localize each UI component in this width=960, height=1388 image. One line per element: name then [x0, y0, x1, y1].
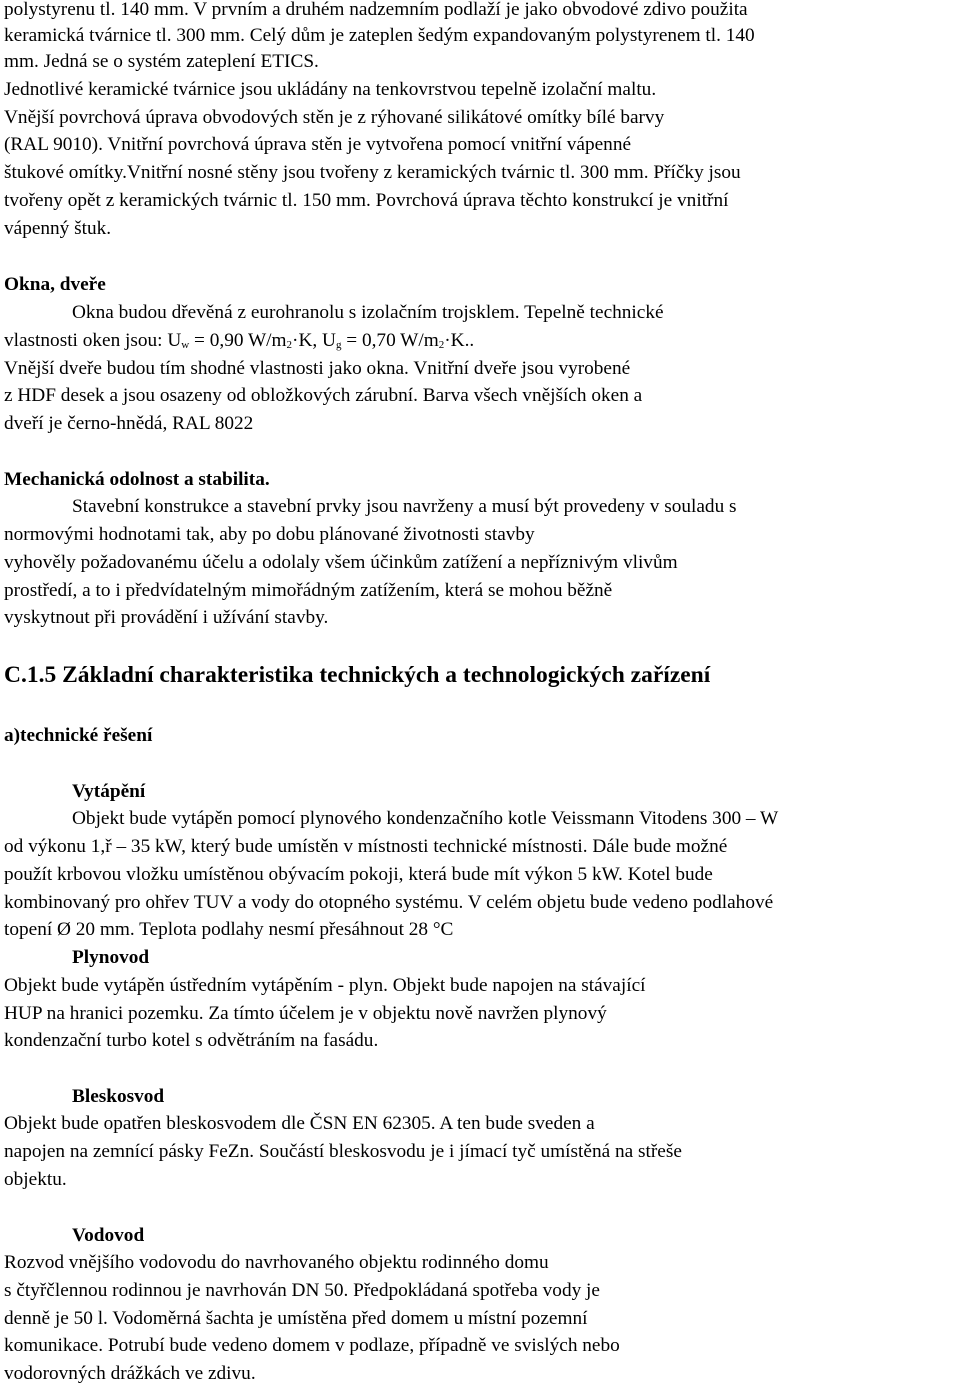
- text-line: dveří je černo-hnědá, RAL 8022: [4, 413, 254, 434]
- text-line: napojen na zemnící pásky FeZn. Součástí bleskosvodu je i jímací tyč umístěná na střeše: [4, 1141, 682, 1162]
- text-fragment: ·K, U: [292, 330, 336, 351]
- chapter-heading: C.1.5 Základní charakteristika technických a technologických zařízení: [4, 662, 711, 688]
- text-line: kondenzační turbo kotel s odvětráním na fasádu.: [4, 1030, 379, 1051]
- text-line: Okna budou dřevěná z eurohranolu s izolačním trojsklem. Tepelně technické: [72, 302, 664, 323]
- text-fragment: vlastnosti oken jsou: U: [4, 330, 182, 351]
- text-line: tvořeny opět z keramických tvárnic tl. 150 mm. Povrchová úprava těchto konstrukcí je vnitřní: [4, 190, 729, 211]
- text-line: prostředí, a to i předvídatelným mimořádným zatížením, která se mohou běžně: [4, 580, 613, 601]
- text-line: Rozvod vnějšího vodovodu do navrhovaného objektu rodinného domu: [4, 1252, 549, 1273]
- text-fragment: ·K..: [444, 330, 475, 351]
- text-line: komunikace. Potrubí bude vedeno domem v podlaze, případně ve svislých nebo: [4, 1335, 620, 1356]
- text-line: polystyrenu tl. 140 mm. V prvním a druhém nadzemním podlaží je jako obvodové zdivo použita: [4, 0, 748, 20]
- text-line: Vnější dveře budou tím shodné vlastnosti jako okna. Vnitřní dveře jsou vyrobené: [4, 358, 631, 379]
- text-line: Objekt bude vytápěn pomocí plynového kondenzačního kotle Veissmann Vitodens 300 – W: [72, 808, 779, 829]
- text-line: mm. Jedná se o systém zateplení ETICS.: [4, 51, 319, 72]
- text-line: z HDF desek a jsou osazeny od obložkových zárubní. Barva všech vnějších oken a: [4, 385, 643, 406]
- text-line: použít krbovou vložku umístěnou obývacím pokoji, která bude mít výkon 5 kW. Kotel bude: [4, 864, 713, 885]
- text-line: Stavební konstrukce a stavební prvky jsou navrženy a musí být provedeny v souladu s: [72, 496, 737, 517]
- text-line: vodorovných drážkách ve zdivu.: [4, 1363, 256, 1384]
- section-heading-vytapeni: Vytápění: [72, 781, 146, 802]
- text-line: vápenný štuk.: [4, 218, 112, 239]
- section-heading-okna: Okna, dveře: [4, 274, 106, 295]
- text-line: Vnější povrchová úprava obvodových stěn je z rýhované silikátové omítky bílé barvy: [4, 107, 665, 128]
- superscript: 2: [438, 339, 445, 351]
- text-line: kombinovaný pro ohřev TUV a vody do otopného systému. V celém objetu bude vedeno podlahové: [4, 892, 774, 913]
- text-line: (RAL 9010). Vnitřní povrchová úprava stěn je vytvořena pomocí vnitřní vápenné: [4, 134, 632, 155]
- text-line: od výkonu 1,ř – 35 kW, který bude umístěn v místnosti technické místnosti. Dále bude možné: [4, 836, 728, 857]
- text-line: vyskytnout při provádění i užívání stavby.: [4, 607, 329, 628]
- superscript: 2: [286, 339, 293, 351]
- subscript: g: [335, 339, 342, 351]
- text-line: denně je 50 l. Vodoměrná šachta je umístěna před domem u místní pozemní: [4, 1308, 588, 1329]
- text-line: Objekt bude opatřen bleskosvodem dle ČSN EN 62305. A ten bude sveden a: [4, 1113, 595, 1134]
- text-line: vyhověly požadovanému účelu a odolaly všem účinkům zatížení a nepříznivým vlivům: [4, 552, 678, 573]
- text-line: keramická tvárnice tl. 300 mm. Celý dům je zateplen šedým expandovaným polystyrenem tl. 140: [4, 25, 755, 46]
- text-line: objektu.: [4, 1169, 67, 1190]
- subchapter-heading: a)technické řešení: [4, 725, 153, 746]
- text-line: HUP na hranici pozemku. Za tímto účelem je v objektu nově navržen plynový: [4, 1003, 607, 1024]
- subscript: w: [181, 339, 190, 351]
- text-line: Jednotlivé keramické tvárnice jsou ukládány na tenkovrstvou tepelně izolační maltu.: [4, 79, 657, 100]
- text-line: Objekt bude vytápěn ústředním vytápěním - plyn. Objekt bude napojen na stávající: [4, 975, 646, 996]
- text-line: štukové omítky.Vnitřní nosné stěny jsou tvořeny z keramických tvárnic tl. 300 mm. Příčky jsou: [4, 162, 741, 183]
- text-fragment: = 0,70 W/m: [341, 330, 439, 351]
- section-heading-bleskosvod: Bleskosvod: [72, 1086, 165, 1107]
- section-heading-plynovod: Plynovod: [72, 947, 150, 968]
- text-line: s čtyřčlennou rodinnou je navrhován DN 50. Předpokládaná spotřeba vody je: [4, 1280, 600, 1301]
- text-line: topení Ø 20 mm. Teplota podlahy nesmí přesáhnout 28 °C: [4, 919, 454, 940]
- section-heading-mechanicka: Mechanická odolnost a stabilita.: [4, 469, 270, 490]
- text-line: normovými hodnotami tak, aby po dobu plánované životnosti stavby: [4, 524, 535, 545]
- text-fragment: = 0,90 W/m: [189, 330, 287, 351]
- section-heading-vodovod: Vodovod: [72, 1225, 145, 1246]
